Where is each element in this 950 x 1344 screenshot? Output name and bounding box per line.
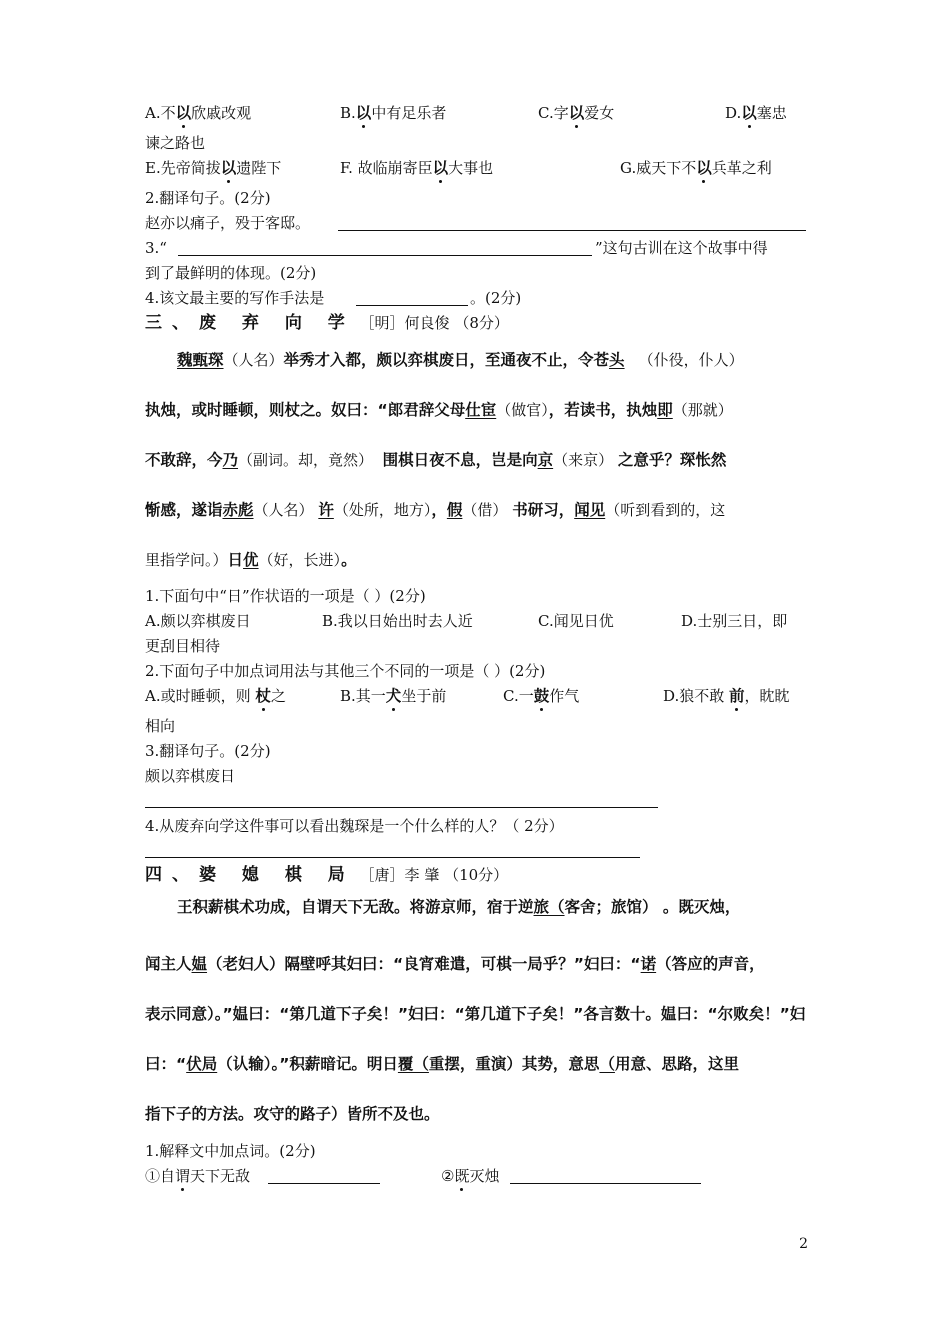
sec3-q3-answer-line[interactable] [145, 807, 658, 808]
sec4-passage-line3: 表示同意）。”媪曰：“第几道下子矣！”妇曰：“第几道下子矣！”各言数十。媪曰：“尔败矣！”妇 [145, 1005, 806, 1023]
sec3-q3-title: 3.翻译句子。(2分) [145, 742, 271, 760]
option-d: D.以塞忠 [725, 104, 787, 122]
option-d-continued: 谏之路也 [145, 134, 206, 152]
sec3-q2-option-d: D.狼不敢 前，眈眈 [663, 687, 790, 705]
sec3-passage-line3: 不敢辞，今乃（副词。却，竟然） 围棋日夜不息，岂是向京（来京） 之意乎？琛怅然 [145, 451, 727, 469]
q2-sentence: 赵亦以痛子，殁于客邸。 [145, 214, 311, 232]
option-b: B.以中有足乐者 [340, 104, 447, 122]
q3-quote-close: ”这句古训在这个故事中得 [595, 239, 768, 257]
sec3-q4-answer-line[interactable] [145, 857, 640, 858]
sec4-passage-line5: 指下子的方法。攻守的路子）皆所不及也。 [145, 1105, 440, 1123]
q2-title: 2.翻译句子。(2分) [145, 189, 271, 207]
option-row-abcd [145, 103, 845, 123]
option-g: G.威天下不以兵革之利 [620, 159, 772, 177]
sec3-q1-title: 1.下面句中“日”作状语的一项是（ ）(2分) [145, 587, 426, 605]
sec3-q4-title: 4.从废弃向学这件事可以看出魏琛是一个什么样的人？（ 2分） [145, 817, 564, 835]
sec3-q1-option-c: C.闻见日优 [538, 612, 614, 630]
sec3-passage-line4: 惭感，遂诣赤彪（人名） 许（处所，地方），假（借） 书研习，闻见（听到看到的，这 [145, 501, 726, 519]
q4-answer-line[interactable] [356, 305, 468, 306]
sec3-q1-option-a: A.颇以弈棋废日 [145, 612, 251, 630]
sec3-q2-options [145, 686, 845, 706]
sec3-q2-option-d-continued: 相向 [145, 717, 176, 735]
sec3-q1-option-d-continued: 更刮目相待 [145, 637, 221, 655]
page-number: 2 [799, 1236, 808, 1252]
sec3-q2-option-a: A.或时睡顿，则 杖之 [145, 687, 286, 705]
q3-answer-line[interactable] [178, 255, 592, 256]
sec3-q1-options [145, 611, 845, 631]
sec4-passage-line2: 闻主人媪（老妇人）隔壁呼其妇曰：“良宵难遣，可棋一局乎？”妇曰：“诺（答应的声音， [145, 955, 765, 973]
sec3-passage-line2: 执烛，或时睡顿，则杖之。奴曰：“郎君辞父母仕宦（做官），若读书，执烛即（那就） [145, 401, 733, 419]
q3-quote-open: 3.“ [145, 239, 167, 257]
sec3-q2-title: 2.下面句子中加点词用法与其他三个不同的一项是（ ）(2分) [145, 662, 546, 680]
option-row-efg [145, 158, 845, 178]
sec4-passage-line4: 曰：“伏局（认输）。”积薪暗记。明日覆（重摆，重演）其势，意思（用意、思路，这里 [145, 1055, 739, 1073]
sec3-q3-sentence: 颇以弈棋废日 [145, 767, 236, 785]
sec4-q1-item2: ②既灭烛 [441, 1167, 500, 1185]
sec3-q1-option-b: B.我以日始出时去人近 [322, 612, 473, 630]
q4-prefix: 4.该文最主要的写作手法是 [145, 289, 325, 307]
option-f: F. 故临崩寄臣以大事也 [340, 159, 494, 177]
option-c: C.字以爱女 [538, 104, 615, 122]
q3-continued: 到了最鲜明的体现。(2分) [145, 264, 317, 282]
sec4-q1-item1-answer-line[interactable] [268, 1183, 380, 1184]
q4-suffix: 。(2分) [470, 289, 522, 307]
q2-answer-line[interactable] [338, 230, 806, 231]
sec3-q1-option-d: D.士别三日，即 [681, 612, 788, 630]
sec4-q1-title: 1.解释文中加点词。(2分) [145, 1142, 316, 1160]
sec3-passage-line1: 魏甄琛（人名）举秀才入都，颇以弈棋废日，至通夜不止，令苍头 （仆役，仆人） [177, 351, 744, 369]
option-e: E.先帝简拔以遗陛下 [145, 159, 282, 177]
sec3-q2-option-b: B.其一犬坐于前 [340, 687, 447, 705]
section3-heading: 三、废 弃 向 学 ［明］何良俊 （8分） [145, 313, 509, 333]
option-a: A.不以欣戚改观 [145, 104, 252, 122]
sec4-q1-item1: ①自谓天下无敌 [145, 1167, 251, 1185]
section4-heading: 四、婆 媳 棋 局 ［唐］李 肇 （10分） [145, 865, 509, 885]
sec4-q1-item2-answer-line[interactable] [510, 1183, 701, 1184]
sec3-passage-line5: 里指学问。）日优（好，长进）。 [145, 551, 357, 569]
sec3-q2-option-c: C.一鼓作气 [503, 687, 580, 705]
sec4-passage-line1: 王积薪棋术功成，自谓天下无敌。将游京师，宿于逆旅（客舍；旅馆） 。既灭烛， [177, 898, 741, 916]
